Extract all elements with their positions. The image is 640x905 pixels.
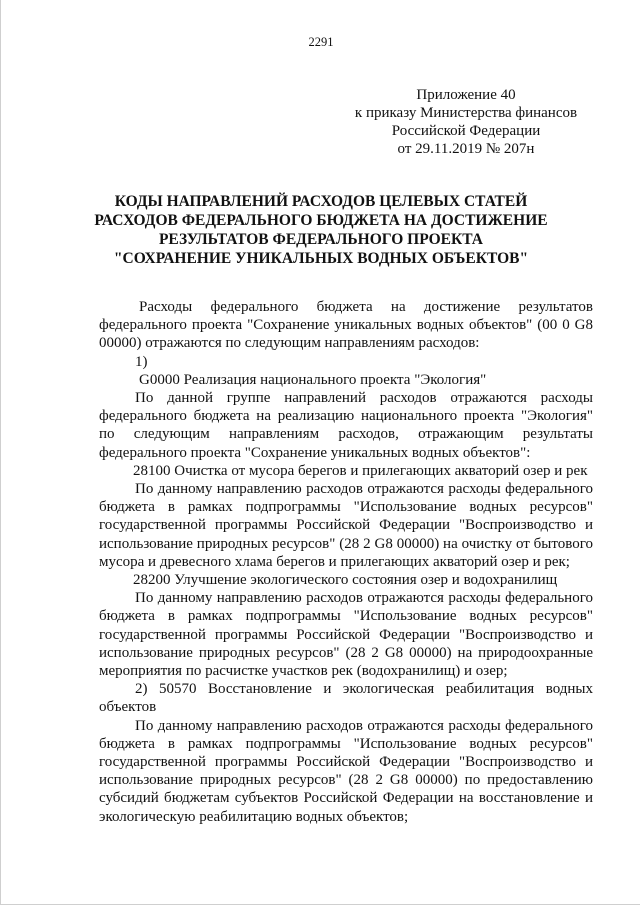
code-28200-heading: 28200 Улучшение экологического состояния озер и водохранилищ	[133, 572, 558, 589]
document-title	[81, 192, 561, 268]
g0000-heading: G0000 Реализация национального проекта "Экология"	[139, 371, 487, 388]
appendix-line-3: Российской Федерации	[391, 123, 541, 139]
appendix-line-1: Приложение 40	[416, 87, 516, 103]
document-body	[99, 298, 593, 826]
title-line-4: "СОХРАНЕНИЕ УНИКАЛЬНЫХ ВОДНЫХ ОБЪЕКТОВ"	[113, 250, 529, 267]
item-1-number: 1)	[135, 353, 148, 370]
g0000-paragraph: По данной группе направлений расходов отражаются расходы федерального бюджета на реализацию национального проекта "Экология" по следующим направлениям расходов, отражающим результаты федерального проекта "Сохранение уникальных водных объектов":	[99, 390, 593, 461]
appendix-line-2: к приказу Министерства финансов	[354, 105, 578, 121]
code-28200-paragraph: По данному направлению расходов отражаются расходы федерального бюджета в рамках подпрограммы "Использование водных ресурсов" государственной программы Российской Федерации "Воспроизводство и использование природных ресурсов" (28 2 G8 00000) на природоохранные мероприятия по расчистке участков рек (водохранилищ) и озер;	[99, 590, 593, 680]
title-line-3: РЕЗУЛЬТАТОВ ФЕДЕРАЛЬНОГО ПРОЕКТА	[158, 231, 484, 248]
intro-paragraph: Расходы федерального бюджета на достижение результатов федерального проекта "Сохранение уникальных водных объектов" (00 0 G8 00000) отражаются по следующим направлениям расходов:	[99, 299, 593, 352]
code-28100-paragraph: По данному направлению расходов отражаются расходы федерального бюджета в рамках подпрограммы "Использование водных ресурсов" государственной программы Российской Федерации "Воспроизводство и использование природных ресурсов" (28 2 G8 00000) на очистку от бытового мусора и древесного хлама берегов и прилегающих акваторий озер и рек;	[99, 481, 593, 570]
appendix-reference	[341, 86, 591, 158]
page-number: 2291	[308, 35, 334, 49]
item-2-heading: 2) 50570 Восстановление и экологическая реабилитация водных объектов	[99, 681, 593, 716]
code-28100-heading: 28100 Очистка от мусора берегов и прилегающих акваторий озер и рек	[133, 462, 588, 479]
item-2-paragraph: По данному направлению расходов отражаются расходы федерального бюджета в рамках подпрограммы "Использование водных ресурсов" государственной программы Российской Федерации "Воспроизводство и использование природных ресурсов" (28 2 G8 00000) по предоставлению субсидий бюджетам субъектов Российской Федерации на восстановление и экологическую реабилитацию водных объектов;	[99, 717, 593, 825]
appendix-line-4: от 29.11.2019 № 207н	[397, 141, 535, 157]
title-line-2: РАСХОДОВ ФЕДЕРАЛЬНОГО БЮДЖЕТА НА ДОСТИЖЕНИЕ	[94, 212, 548, 229]
title-line-1: КОДЫ НАПРАВЛЕНИЙ РАСХОДОВ ЦЕЛЕВЫХ СТАТЕЙ	[114, 193, 528, 210]
